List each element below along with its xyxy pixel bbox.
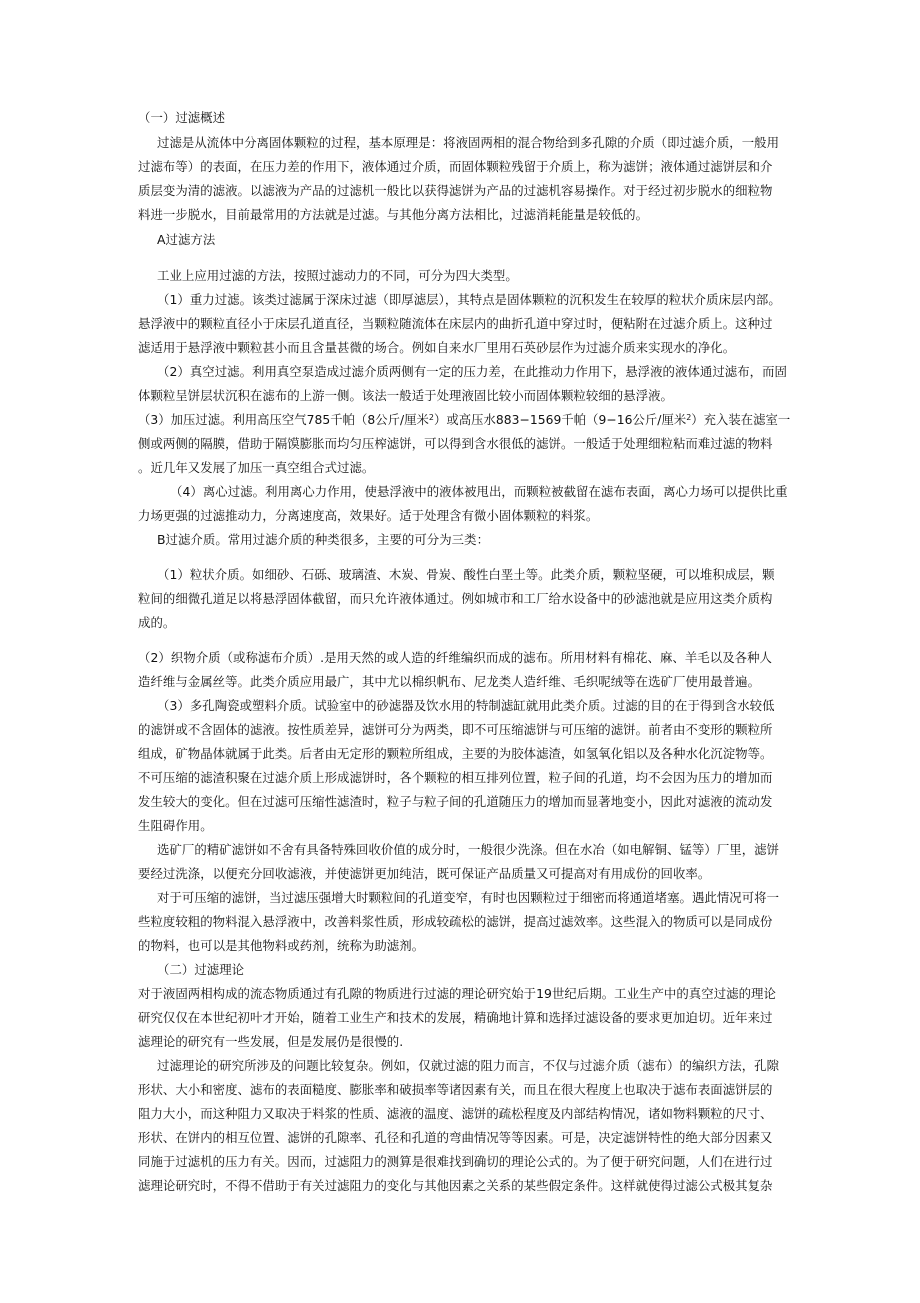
theory-history-line-2: 研究仅仅在本世纪初叶才开始，随着工业生产和技术的发展，精确地计算和选择过滤设备的要求更加迫切。近年来过 — [138, 1010, 773, 1025]
pressure-line-1-b: ）或高压水883−1569千帕（9−16公斤/厘米 — [434, 412, 687, 427]
section-overview-heading: （一）过滤概述 — [138, 110, 226, 125]
pressure-line-2: 侧或两侧的隔膜，借助于隔馍膨胀而均匀压榨滤饼，可以得到含水很低的滤饼。一般适于处理细粒粘而难过滤的物料 — [138, 436, 773, 451]
porous-line-2: 的滤饼或不含固体的滤液。按性质差异，滤饼可分为两类，即不可压缩滤饼与可压缩的滤饼。前者由不变形的颗粒所 — [138, 722, 773, 737]
theory-complexity-line-2: 形状、大小和密度、滤布的表面糙度、膨胀率和破损率等诸因素有关，而且在很大程度上也取决于滤布表面滤饼层的 — [138, 1082, 773, 1097]
fabric-line-2: 造纤维与金属丝等。此类介质应用最广，其中尤以棉织帆布、尼龙类人造纤维、毛织呢绒等在选矿厂使用最普遍。 — [138, 674, 761, 689]
superscript-2: 2 — [686, 413, 692, 422]
gravity-line-3: 滤适用于悬浮液中颗粒甚小而且含量甚微的场合。例如自来水厂里用石英砂层作为过滤介质来实现水的净化。 — [138, 340, 736, 355]
porous-line-5: 发生较大的变化。但在过滤可压缩性滤渣时，粒子与粒子间的孔道随压力的增加而显著地变小，因此对滤液的流动发 — [138, 794, 773, 809]
media-heading: B过滤介质。常用过滤介质的种类很多，主要的可分为三类： — [157, 532, 490, 547]
theory-complexity-line-3: 阻力大小，而这种阻力又取决于料浆的性质、滤液的温度、滤饼的疏松程度及内部结构情况，诸如物料颗粒的尺寸、 — [138, 1106, 773, 1121]
overview-intro-line-3: 质层变为清的滤液。以滤液为产品的过滤机一般比以获得滤饼为产品的过滤机容易操作。对于经过初步脱水的细粒物 — [138, 183, 773, 198]
washing-line-2: 要经过洗涤，以便充分回收滤液，并使滤饼更加纯洁，既可保证产品质量又可提高对有用成份的回收率。 — [138, 866, 711, 881]
overview-intro-line-2: 过滤布等）的表面，在压力差的作用下，液体通过介质，而固体颗粒残留于介质上，称为滤饼；液体通过滤饼层和介 — [138, 159, 773, 174]
fabric-line-1: （2）织物介质（或称滤布介质）.是用天然的或人造的纤维编织而成的滤布。所用材料有棉花、麻、羊毛以及各种人 — [138, 650, 772, 665]
porous-line-6: 生阻碍作用。 — [138, 818, 213, 833]
pressure-line-3: 。近几年又发展了加压一真空组合式过滤。 — [138, 460, 375, 475]
gravity-line-2: 悬浮液中的颗粒直径小于床层孔道直径，当颗粒随流体在床层内的曲折孔道中穿过时，便粘附在过滤介质上。这种过 — [138, 316, 773, 331]
washing-line-1: 选矿厂的精矿滤饼如不舍有具备特殊回收价值的成分时，一般很少洗涤。但在水冶（如电解铜、锰等）厂里，滤饼 — [157, 842, 780, 857]
gravity-line-1: （1）重力过滤。该类过滤属于深床过滤（即厚滤层），其特点是固体颗粒的沉积发生在较厚的粒状介质床层内部。 — [157, 292, 781, 307]
vacuum-line-1: （2）真空过滤。利用真空泵造成过滤介质两侧有一定的压力差，在此推动力作用下，悬浮液的液体通过滤布，而固 — [157, 364, 787, 379]
methods-heading: A过滤方法 — [157, 232, 216, 247]
porous-line-1: （3）多孔陶瓷或塑料介质。试验室中的砂滤器及饮水用的特制滤缸就用此类介质。过滤的目的在于得到含水较低 — [157, 698, 775, 713]
filter-aid-line-1: 对于可压缩的滤饼，当过滤压强增大时颗粒间的孔道变窄，有时也因颗粒过于细密而将通道堵塞。遇此情况可将一 — [157, 890, 780, 905]
centrifugal-line-1: （4）离心过滤。利用离心力作用，使悬浮液中的液体被甩出，而颗粒被截留在滤布表面，离心力场可以提供比重 — [170, 484, 788, 499]
theory-complexity-line-5: 同施于过滤机的压力有关。因而，过滤阻力的测算是很难找到确切的理论公式的。为了便于研究问题，人们在进行过 — [138, 1154, 773, 1169]
theory-history-line-3: 滤理论的研究有一些发展，但是发展仍是很慢的. — [138, 1034, 404, 1049]
overview-intro-line-4: 料进一步脱水，目前最常用的方法就是过滤。与其他分离方法相比，过滤消耗能量是较低的。 — [138, 207, 649, 222]
theory-complexity-line-4: 形状、在饼内的相互位置、滤饼的孔隙率、孔径和孔道的弯曲情况等等因素。可是，决定滤饼特性的绝大部分因素又 — [138, 1130, 773, 1145]
porous-line-4: 不可压缩的滤渣积聚在过滤介质上形成滤饼时，各个颗粒的相互排列位置，粒子间的孔道，均不会因为压力的增加而 — [138, 770, 773, 785]
centrifugal-line-2: 力场更强的过滤推动力，分离速度高，效果好。适于处理含有微小固体颗粒的料浆。 — [138, 508, 599, 523]
theory-complexity-line-6: 滤理论研究时，不得不借助于有关过滤阻力的变化与其他因素之关系的某些假定条件。这样就使得过滤公式极其复杂 — [138, 1178, 773, 1193]
theory-history-line-1: 对于液固两相构成的流态物质通过有孔隙的物质进行过滤的理论研究始于19世纪后期。工业生产中的真空过滤的理论 — [138, 986, 776, 1001]
superscript-2: 2 — [428, 413, 435, 422]
section-theory-heading: （二）过滤理论 — [157, 962, 245, 977]
granular-line-2: 粒间的细微孔道足以将悬浮固体截留，而只允许液体通过。例如城市和工厂给水设备中的砂滤池就是应用这类介质构 — [138, 591, 773, 606]
pressure-line-1-c: ）充入装在滤室一 — [691, 412, 791, 427]
pressure-line-1 — [138, 412, 790, 428]
pressure-line-1-a: （3）加压过滤。利用高压空气785千帕（8公斤/厘米 — [138, 412, 429, 427]
theory-complexity-line-1: 过滤理论的研究所涉及的问题比较复杂。例如，仅就过滤的阻力而言，不仅与过滤介质（滤布）的编织方法，孔隙 — [157, 1058, 780, 1073]
filter-aid-line-3: 的物料，也可以是其他物料或药剂，统称为助滤剂。 — [138, 938, 425, 953]
filter-aid-line-2: 些粒度较粗的物料混入悬浮液中，改善料浆性质，形成较疏松的滤饼，提高过滤效率。这些混入的物质可以是同成份 — [138, 914, 773, 929]
methods-intro: 工业上应用过滤的方法，按照过滤动力的不同，可分为四大类型。 — [157, 268, 518, 283]
overview-intro-line-1: 过滤是从流体中分离固体颗粒的过程，基本原理是：将液固两相的混合物给到多孔隙的介质（即过滤介质，一般用 — [157, 135, 780, 150]
granular-line-1: （1）粒状介质。如细砂、石砾、玻璃渣、木炭、骨炭、酸性白垩土等。此类介质，颗粒坚硬，可以堆积成层，颗 — [157, 567, 775, 582]
vacuum-line-2: 体颗粒呈饼层状沉积在滤布的上游一侧。该法一般适于处理液固比较小而固体颗粒较细的悬浮液。 — [138, 388, 673, 403]
granular-line-3: 成的。 — [138, 615, 176, 630]
porous-line-3: 组成，矿物晶体就属于此类。后者由无定形的颗粒所组成，主要的为胶体滤渣，如氢氧化铝以及各种水化沉淀物等。 — [138, 746, 773, 761]
